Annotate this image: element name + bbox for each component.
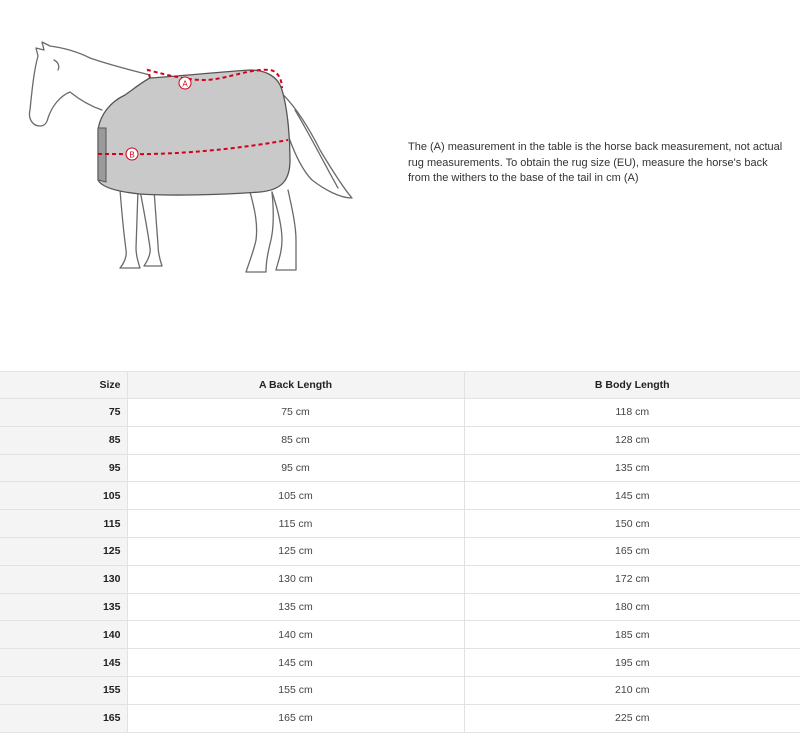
table-row bbox=[0, 704, 800, 732]
table-row bbox=[0, 510, 800, 538]
cell-size: 155 bbox=[0, 676, 127, 704]
cell-size: 130 bbox=[0, 565, 127, 593]
cell-back-length: 125 cm bbox=[127, 537, 464, 565]
cell-body-length: 165 cm bbox=[464, 537, 800, 565]
cell-body-length: 172 cm bbox=[464, 565, 800, 593]
cell-back-length: 95 cm bbox=[127, 454, 464, 482]
cell-back-length: 140 cm bbox=[127, 621, 464, 649]
table-row bbox=[0, 593, 800, 621]
rug-shape bbox=[98, 70, 290, 195]
horse-rug-illustration bbox=[20, 40, 365, 285]
horse-diagram bbox=[20, 40, 365, 285]
cell-size: 165 bbox=[0, 704, 127, 732]
size-chart-table bbox=[0, 371, 800, 733]
header-size: Size bbox=[0, 372, 127, 399]
cell-size: 75 bbox=[0, 399, 127, 427]
cell-body-length: 180 cm bbox=[464, 593, 800, 621]
cell-body-length: 135 cm bbox=[464, 454, 800, 482]
cell-size: 145 bbox=[0, 649, 127, 677]
header-back-length: A Back Length bbox=[127, 372, 464, 399]
table-header-row bbox=[0, 372, 800, 399]
cell-back-length: 105 cm bbox=[127, 482, 464, 510]
cell-size: 85 bbox=[0, 426, 127, 454]
cell-size: 95 bbox=[0, 454, 127, 482]
cell-size: 140 bbox=[0, 621, 127, 649]
cell-body-length: 225 cm bbox=[464, 704, 800, 732]
table-row bbox=[0, 621, 800, 649]
marker-a-label: A bbox=[182, 79, 188, 89]
measurement-description: The (A) measurement in the table is the horse back measurement, not actual rug measurements. To obtain the rug size (EU), measure the horse's back from the withers to the base of the tail in cm (A) bbox=[408, 141, 783, 184]
header-body-length: B Body Length bbox=[464, 372, 800, 399]
cell-back-length: 130 cm bbox=[127, 565, 464, 593]
cell-back-length: 145 cm bbox=[127, 649, 464, 677]
cell-size: 125 bbox=[0, 537, 127, 565]
table-row bbox=[0, 676, 800, 704]
cell-body-length: 195 cm bbox=[464, 649, 800, 677]
table-row bbox=[0, 426, 800, 454]
cell-back-length: 135 cm bbox=[127, 593, 464, 621]
cell-size: 115 bbox=[0, 510, 127, 538]
cell-body-length: 150 cm bbox=[464, 510, 800, 538]
cell-size: 135 bbox=[0, 593, 127, 621]
cell-body-length: 210 cm bbox=[464, 676, 800, 704]
table-row bbox=[0, 454, 800, 482]
cell-back-length: 165 cm bbox=[127, 704, 464, 732]
table-row bbox=[0, 649, 800, 677]
cell-back-length: 155 cm bbox=[127, 676, 464, 704]
cell-back-length: 85 cm bbox=[127, 426, 464, 454]
table-body bbox=[0, 399, 800, 733]
table-row bbox=[0, 565, 800, 593]
table-row bbox=[0, 537, 800, 565]
cell-body-length: 145 cm bbox=[464, 482, 800, 510]
cell-back-length: 75 cm bbox=[127, 399, 464, 427]
cell-back-length: 115 cm bbox=[127, 510, 464, 538]
cell-size: 105 bbox=[0, 482, 127, 510]
cell-body-length: 118 cm bbox=[464, 399, 800, 427]
marker-b-label: B bbox=[129, 150, 135, 160]
table-row bbox=[0, 482, 800, 510]
cell-body-length: 185 cm bbox=[464, 621, 800, 649]
cell-body-length: 128 cm bbox=[464, 426, 800, 454]
table-row bbox=[0, 399, 800, 427]
